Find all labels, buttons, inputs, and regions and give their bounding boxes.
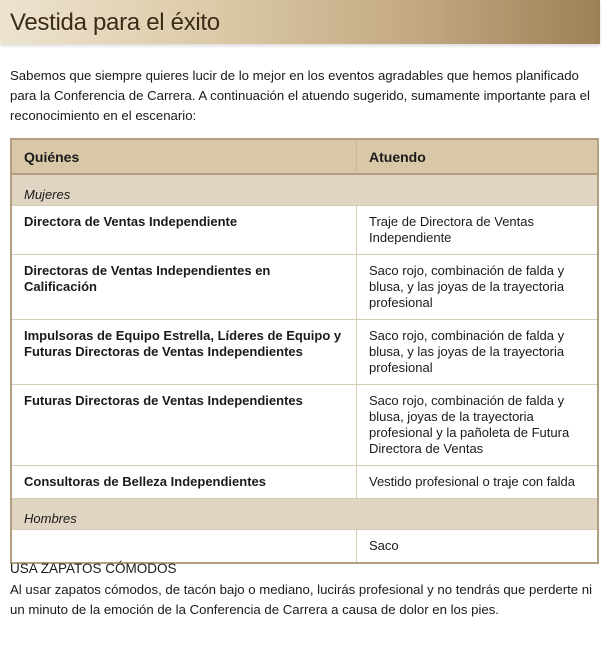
table-row [11, 530, 598, 564]
table-row [11, 255, 598, 320]
page-banner [0, 0, 600, 44]
table-row [11, 320, 598, 385]
outfit-cell: Saco [357, 530, 599, 564]
page-title: Vestida para el éxito [10, 9, 220, 36]
section-label: Hombres [11, 499, 598, 530]
section-label: Mujeres [11, 174, 598, 206]
outfit-cell: Vestido profesional o traje con falda [357, 466, 599, 499]
outfit-cell: Traje de Directora de Ventas Independiente [357, 206, 599, 255]
dress-code-table [10, 138, 599, 564]
who-cell: Impulsoras de Equipo Estrella, Líderes de Equipo y Futuras Directoras de Ventas Independientes [11, 320, 357, 385]
table-row [11, 385, 598, 466]
who-cell: Futuras Directoras de Ventas Independientes [11, 385, 357, 466]
column-header-who: Quiénes [11, 139, 357, 174]
column-header-outfit: Atuendo [357, 139, 599, 174]
outfit-cell: Saco rojo, combinación de falda y blusa, joyas de la trayectoria profesional y la pañoleta de Futura Directora de Ventas [357, 385, 599, 466]
outfit-cell: Saco rojo, combinación de falda y blusa, y las joyas de la trayectoria profesional [357, 320, 599, 385]
who-cell: Directora de Ventas Independiente [11, 206, 357, 255]
table-row [11, 466, 598, 499]
table-header-row [11, 139, 598, 174]
who-cell: Consultoras de Belleza Independientes [11, 466, 357, 499]
shoes-heading: USA ZAPATOS CÓMODOS [10, 561, 177, 576]
shoes-paragraph: Al usar zapatos cómodos, de tacón bajo o mediano, lucirás profesional y no tendrás que perderte ni un minuto de la emoción de la Conferencia de Carrera a causa de dolor en los pies. [10, 582, 593, 617]
outfit-cell: Saco rojo, combinación de falda y blusa, y las joyas de la trayectoria profesional [357, 255, 599, 320]
section-row-women [11, 174, 598, 206]
table-row [11, 206, 598, 255]
intro-paragraph: Sabemos que siempre quieres lucir de lo mejor en los eventos agradables que hemos planificado para la Conferencia de Carrera. A continuación el atuendo sugerido, sumamente importante para el reconocimiento en el escenario: [10, 68, 590, 123]
section-row-men [11, 499, 598, 530]
who-cell: Directoras de Ventas Independientes en Calificación [11, 255, 357, 320]
who-cell [11, 530, 357, 564]
